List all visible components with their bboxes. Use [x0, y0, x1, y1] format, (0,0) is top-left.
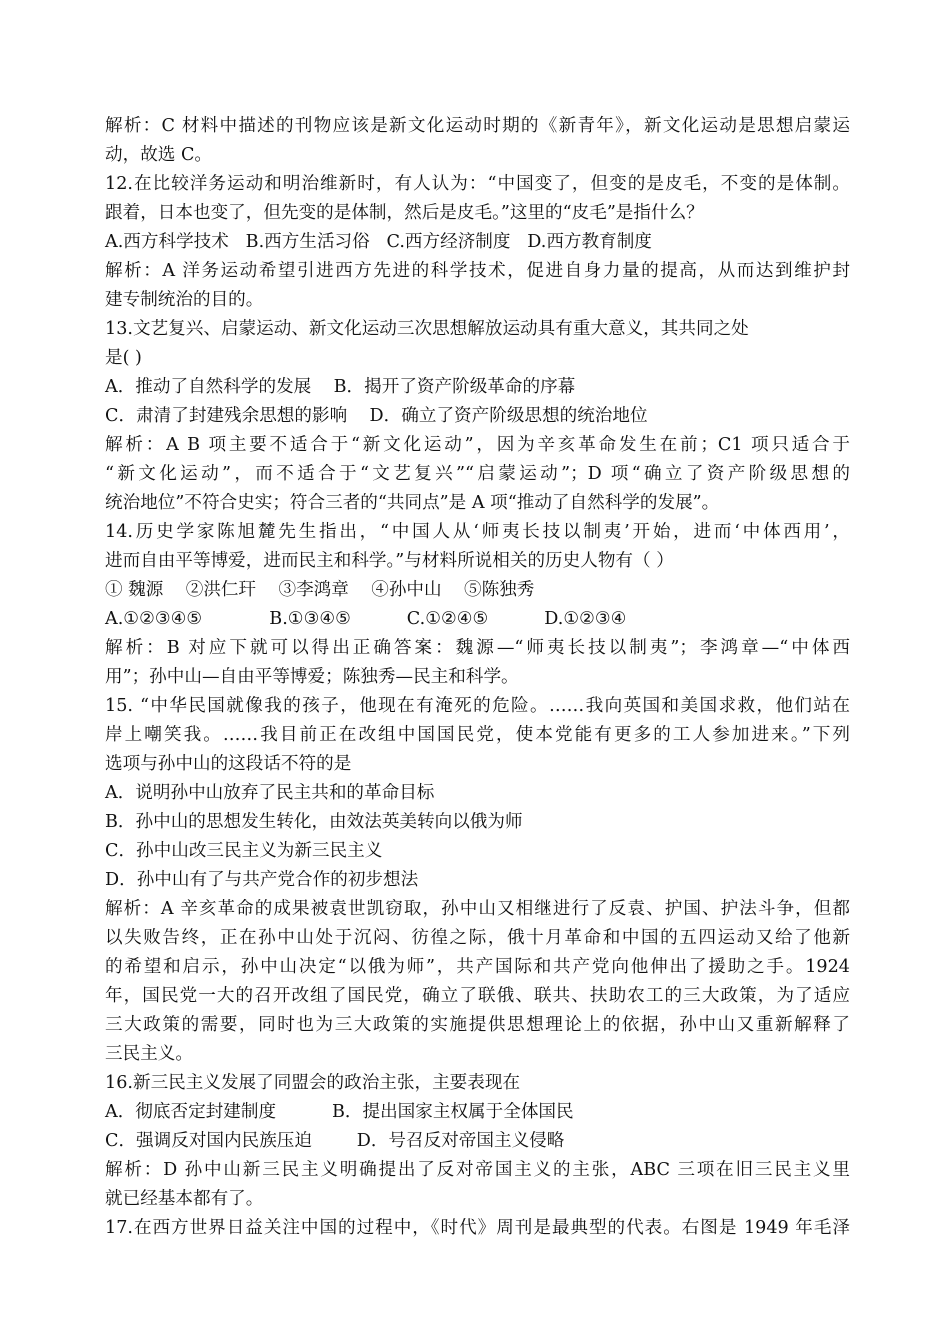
text-line: 解析：D 孙中山新三民主义明确提出了反对帝国主义的主张，ABC 三项在旧三民主义里: [105, 1160, 850, 1180]
text-line: 12.在比较洋务运动和明治维新时，有人认为：“中国变了，但变的是皮毛，不变的是体制。: [105, 174, 850, 194]
document-body: [105, 112, 850, 1243]
text-line: 选项与孙中山的这段话不符的是: [105, 754, 352, 774]
text-line: “新文化运动”，而不适合于“文艺复兴”“启蒙运动”；D 项“确立了资产阶级思想的: [105, 464, 850, 484]
text-line: A.西方科学技术 B.西方生活习俗 C.西方经济制度 D.西方教育制度: [105, 232, 652, 252]
text-line: 解析：A B 项主要不适合于“新文化运动”，因为辛亥革命发生在前；C1 项只适合于: [105, 435, 850, 455]
text-line: D．孙中山有了与共产党合作的初步想法: [105, 870, 419, 890]
text-line: 建专制统治的目的。: [105, 290, 264, 310]
text-line: A．说明孙中山放弃了民主共和的革命目标: [105, 783, 435, 803]
text-line: A.①②③④⑤ B.①③④⑤ C.①②④⑤ D.①②③④: [105, 609, 627, 629]
text-line: 15. “中华民国就像我的孩子，他现在有淹死的危险。……我向英国和美国求救，他们站在: [105, 696, 850, 716]
text-line: 是( ): [105, 348, 142, 368]
text-line: C．强调反对国内民族压迫 D．号召反对帝国主义侵略: [105, 1131, 565, 1151]
text-line: 三民主义。: [105, 1044, 193, 1064]
text-line: 岸上嘲笑我。……我目前正在改组中国国民党，使本党能有更多的工人参加进来。”下列: [105, 725, 850, 745]
text-line: 解析：A 辛亥革命的成果被袁世凯窃取，孙中山又相继进行了反袁、护国、护法斗争，但都: [105, 899, 850, 919]
text-line: 13.文艺复兴、启蒙运动、新文化运动三次思想解放运动具有重大意义，其共同之处: [105, 319, 749, 339]
text-line: A．推动了自然科学的发展 B．揭开了资产阶级革命的序幕: [105, 377, 576, 397]
text-line: 动，故选 C。: [105, 145, 213, 165]
text-line: 解析：B 对应下就可以得出正确答案：魏源—“师夷长技以制夷”；李鸿章—“中体西: [105, 638, 850, 658]
text-line: 的希望和启示，孙中山决定“以俄为师”，共产国际和共产党向他伸出了援助之手。1924: [105, 957, 850, 977]
text-line: 17.在西方世界日益关注中国的过程中，《时代》周刊是最典型的代表。右图是 1949 年毛泽: [105, 1218, 850, 1238]
text-line: 16.新三民主义发展了同盟会的政治主张，主要表现在: [105, 1073, 521, 1093]
text-line: 三大政策的需要，同时也为三大政策的实施提供思想理论上的依据，孙中山又重新解释了: [105, 1015, 850, 1035]
text-line: 用”；孙中山—自由平等博爱；陈独秀—民主和科学。: [105, 667, 519, 687]
text-line: 就已经基本都有了。: [105, 1189, 264, 1209]
text-line: A．彻底否定封建制度 B．提出国家主权属于全体国民: [105, 1102, 574, 1122]
text-line: 进而自由平等博爱，进而民主和科学。”与材料所说相关的历史人物有（ ）: [105, 551, 674, 571]
text-line: 解析：C 材料中描述的刊物应该是新文化运动时期的《新青年》，新文化运动是思想启蒙运: [105, 116, 850, 136]
text-line: C．孙中山改三民主义为新三民主义: [105, 841, 383, 861]
text-line: ① 魏源 ②洪仁玕 ③李鸿章 ④孙中山 ⑤陈独秀: [105, 580, 535, 600]
text-line: 年，国民党一大的召开改组了国民党，确立了联俄、联共、扶助农工的三大政策，为了适应: [105, 986, 850, 1006]
text-line: 以失败告终，正在孙中山处于沉闷、彷徨之际，俄十月革命和中国的五四运动又给了他新: [105, 928, 850, 948]
text-line: 14.历史学家陈旭麓先生指出，“中国人从‘师夷长技以制夷’开始，进而‘中体西用’，: [105, 522, 850, 542]
text-line: 统治地位”不符合史实；符合三者的“共同点”是 A 项“推动了自然科学的发展”。: [105, 493, 720, 513]
text-line: C．肃清了封建残余思想的影响 D．确立了资产阶级思想的统治地位: [105, 406, 648, 426]
text-line: 跟着，日本也变了，但先变的是体制，然后是皮毛。”这里的“皮毛”是指什么？: [105, 203, 704, 223]
text-line: 解析：A 洋务运动希望引进西方先进的科学技术，促进自身力量的提高，从而达到维护封: [105, 261, 850, 281]
text-line: B．孙中山的思想发生转化，由效法英美转向以俄为师: [105, 812, 523, 832]
